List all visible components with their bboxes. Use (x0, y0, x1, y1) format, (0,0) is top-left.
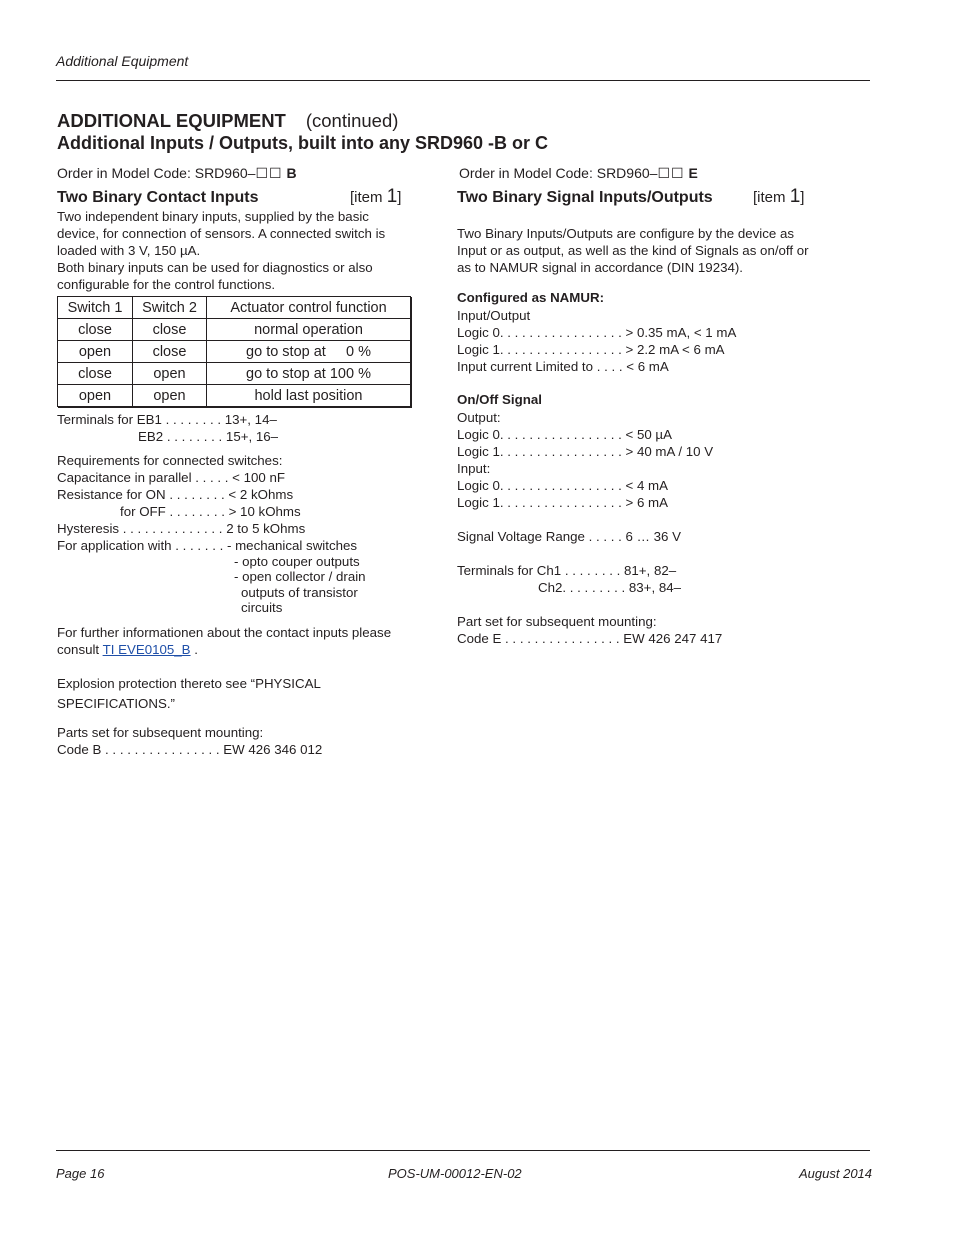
left-terminals-eb2: EB2 . . . . . . . . 15+, 16– (138, 429, 279, 444)
namur-heading: Configured as NAMUR: (457, 290, 604, 305)
spec-line: Logic 1. . . . . . . . . . . . . . . . . > 2.2 mA < 6 mA (457, 342, 725, 357)
footer-rule (56, 1150, 870, 1151)
spec-line: Hysteresis . . . . . . . . . . . . . . 2 to 5 kOhms (57, 521, 306, 536)
right-item-ref: [item 1] (753, 186, 805, 207)
onoff-heading: On/Off Signal (457, 392, 542, 407)
spec-line: - open collector / drain (234, 569, 366, 584)
right-parts-code: Code E . . . . . . . . . . . . . . . . EW 426 247 417 (457, 631, 723, 646)
table-row: open close go to stop at 0 % (58, 341, 411, 363)
table-row: close open go to stop at 100 % (58, 363, 411, 385)
left-order-code: Order in Model Code: SRD960–☐☐ B (57, 165, 297, 181)
page-title: ADDITIONAL EQUIPMENT (continued) (57, 110, 399, 131)
explosion-note: Explosion protection thereto see “PHYSICAL (57, 676, 321, 691)
further-info-line: For further informationen about the contact inputs please (57, 625, 392, 640)
further-info-line: consult TI EVE0105_B . (57, 642, 198, 657)
ti-document-link[interactable]: TI EVE0105_B (102, 642, 191, 657)
right-parts-heading: Part set for subsequent mounting: (457, 614, 657, 629)
spec-line: for OFF . . . . . . . . > 10 kOhms (120, 504, 301, 519)
spec-line: Logic 0. . . . . . . . . . . . . . . . . < 50 µA (457, 427, 672, 442)
running-header: Additional Equipment (56, 53, 189, 69)
publication-date: August 2014 (799, 1166, 873, 1181)
left-terminals-eb1: Terminals for EB1 . . . . . . . . 13+, 14– (57, 412, 277, 427)
right-description: Two Binary Inputs/Outputs are configure by the device as Input or as output, as well as the kind of Signals as on/off or as to NAMUR signal in accordance (DIN 19234). (457, 226, 809, 275)
header-rule (56, 80, 870, 81)
spec-line: Capacitance in parallel . . . . . < 100 nF (57, 470, 286, 485)
right-terminals-ch2: Ch2. . . . . . . . . 83+, 84– (538, 580, 682, 595)
right-order-code: Order in Model Code: SRD960–☐☐ E (459, 165, 698, 181)
spec-line: Output: (457, 410, 501, 425)
left-item-ref: [item 1] (350, 186, 402, 207)
left-description: Two independent binary inputs, supplied by the basic device, for connection of sensors. A connected switch is loaded with 3 V, 150 µA. Both binary inputs can be used for diagnostics or also configurable for the control functions. (57, 209, 386, 292)
spec-line: Logic 1. . . . . . . . . . . . . . . . . > 6 mA (457, 495, 668, 510)
left-parts-code: Code B . . . . . . . . . . . . . . . . EW 426 346 012 (57, 742, 323, 757)
spec-line: Logic 0. . . . . . . . . . . . . . . . . > 0.35 mA, < 1 mA (457, 325, 737, 340)
spec-line: Input: (457, 461, 491, 476)
right-section-title: Two Binary Signal Inputs/Outputs (457, 189, 713, 206)
spec-line: outputs of transistor (241, 585, 358, 600)
spec-line: - opto couper outputs (234, 554, 360, 569)
signal-voltage-range: Signal Voltage Range . . . . . 6 … 36 V (457, 529, 681, 544)
left-parts-heading: Parts set for subsequent mounting: (57, 725, 264, 740)
document-id: POS-UM-00012-EN-02 (388, 1166, 522, 1181)
left-section-title: Two Binary Contact Inputs (57, 189, 259, 206)
page-number: Page 16 (56, 1166, 105, 1181)
right-terminals-ch1: Terminals for Ch1 . . . . . . . . 81+, 82– (457, 563, 677, 578)
checkbox-squares-icon: ☐☐ (657, 165, 685, 181)
table-row: open open hold last position (58, 385, 411, 407)
spec-line: Resistance for ON . . . . . . . . < 2 kOhms (57, 487, 294, 502)
continued-label: (continued) (305, 110, 399, 131)
table-header-row: Switch 1 Switch 2 Actuator control function (58, 297, 411, 319)
switch-function-table (57, 296, 411, 407)
spec-line: For application with . . . . . . . - mechanical switches (57, 538, 358, 553)
spec-line: Logic 1. . . . . . . . . . . . . . . . . > 40 mA / 10 V (457, 444, 714, 459)
spec-line: Input/Output (457, 308, 531, 323)
explosion-note: SPECIFICATIONS.” (57, 696, 175, 711)
table-row: close close normal operation (58, 319, 411, 341)
page-subtitle: Additional Inputs / Outputs, built into any SRD960 -B or C (57, 133, 548, 153)
spec-line: circuits (241, 600, 283, 615)
spec-line: Input current Limited to . . . . < 6 mA (457, 359, 669, 374)
spec-line: Logic 0. . . . . . . . . . . . . . . . . < 4 mA (457, 478, 668, 493)
requirements-heading: Requirements for connected switches: (57, 453, 283, 468)
checkbox-squares-icon: ☐☐ (255, 165, 283, 181)
